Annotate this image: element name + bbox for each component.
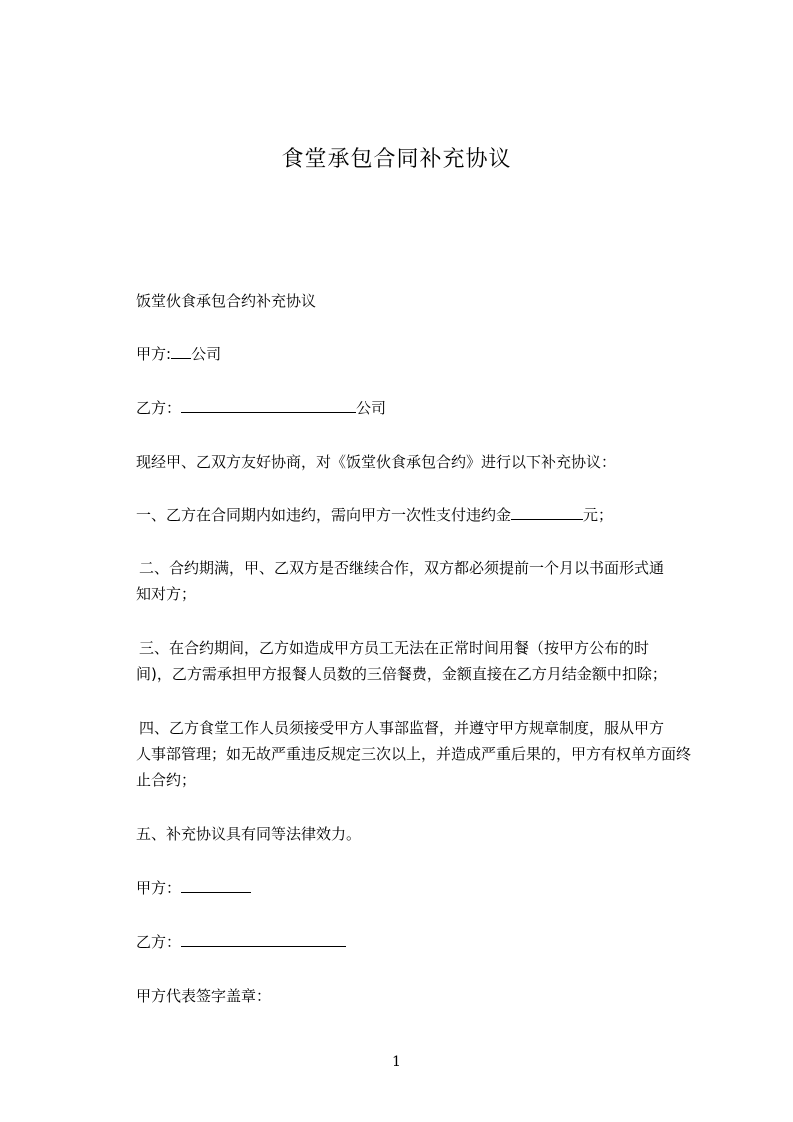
sign-party-a bbox=[136, 875, 701, 901]
party-b-label: 乙方： bbox=[136, 399, 182, 417]
party-b-blank[interactable] bbox=[181, 396, 356, 413]
clause-1 bbox=[136, 502, 701, 528]
party-b-suffix: 公司 bbox=[356, 399, 387, 417]
clause-2-line-2: 知对方； bbox=[136, 585, 197, 603]
penalty-amount-blank[interactable] bbox=[511, 503, 583, 520]
party-a-blank[interactable] bbox=[171, 342, 191, 359]
clause-4-line-2: 人事部管理；如无故严重违反规定三次以上，并造成严重后果的，甲方有权单方面终 bbox=[136, 745, 692, 763]
party-b-line bbox=[136, 395, 701, 421]
sign-party-a-blank[interactable] bbox=[181, 876, 251, 893]
intro-paragraph: 现经甲、乙双方友好协商，对《饭堂伙食承包合约》进行以下补充协议： bbox=[136, 453, 617, 471]
clause-4-line-3: 止合约； bbox=[136, 771, 197, 789]
page-number: 1 bbox=[392, 1054, 401, 1070]
clause-4-line-1: 四、乙方食堂工作人员须接受甲方人事部监督，并遵守甲方规章制度，服从甲方 bbox=[139, 719, 665, 737]
representative-signature: 甲方代表签字盖章： bbox=[136, 987, 272, 1005]
party-a-line bbox=[136, 341, 701, 367]
clause-3-line-1: 三、在合约期间，乙方如造成甲方员工无法在正常时间用餐（按甲方公布的时 bbox=[139, 639, 650, 657]
sign-party-a-label: 甲方： bbox=[136, 879, 182, 897]
party-a-suffix: 公司 bbox=[191, 345, 222, 363]
clause-5: 五、补充协议具有同等法律效力。 bbox=[136, 825, 362, 843]
sign-party-b-blank[interactable] bbox=[181, 930, 346, 947]
sign-party-b-label: 乙方： bbox=[136, 933, 182, 951]
sign-party-b bbox=[136, 929, 701, 955]
clause-1-suffix: 元； bbox=[583, 506, 614, 524]
subtitle: 饭堂伙食承包合约补充协议 bbox=[136, 292, 317, 310]
clause-3-line-2: 间)，乙方需承担甲方报餐人员数的三倍餐费，金额直接在乙方月结金额中扣除； bbox=[136, 665, 667, 683]
document-title: 食堂承包合同补充协议 bbox=[281, 147, 512, 172]
clause-1-text: 一、乙方在合同期内如违约，需向甲方一次性支付违约金 bbox=[136, 506, 512, 524]
clause-2-line-1: 二、合约期满，甲、乙双方是否继续合作，双方都必须提前一个月以书面形式通 bbox=[139, 559, 665, 577]
party-a-label: 甲方: bbox=[136, 345, 172, 363]
